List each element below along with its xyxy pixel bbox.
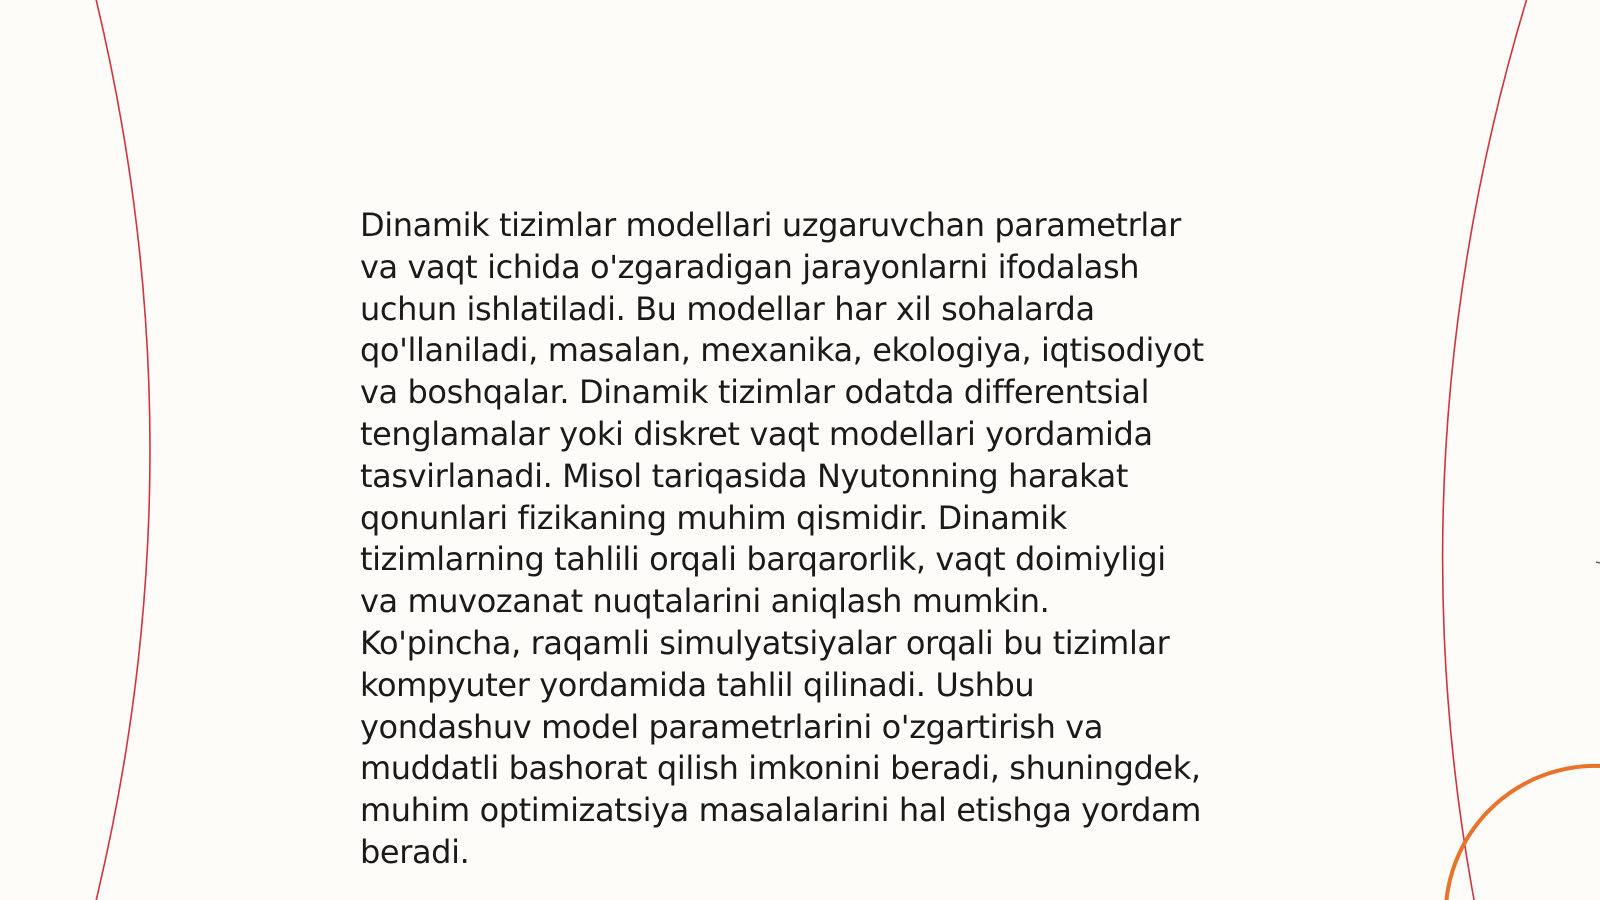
left-curve-line	[95, 0, 150, 900]
text-line: tenglamalar yoki diskret vaqt modellari yordamida	[360, 414, 1153, 453]
text-line: Ko'pincha, raqamli simulyatsiyalar orqali bu tizimlar	[360, 623, 1170, 662]
text-line: muhim optimizatsiya masalalarini hal etishga yordam	[360, 791, 1201, 830]
text-line: va boshqalar. Dinamik tizimlar odatda differentsial	[360, 373, 1150, 412]
text-line: beradi.	[360, 832, 470, 871]
body-paragraph	[360, 205, 1255, 874]
text-line: qonunlari fizikaning muhim qismidir. Dinamik	[360, 498, 1067, 537]
right-edge-tick	[1596, 562, 1600, 563]
right-curve-line	[1443, 0, 1528, 900]
text-line: qo'llaniladi, masalan, mexanika, ekologiya, iqtisodiyot	[360, 331, 1204, 370]
text-line: va muvozanat nuqtalarini aniqlash mumkin.	[360, 582, 1050, 621]
text-line: yondashuv model parametrlarini o'zgartirish va	[360, 707, 1104, 746]
text-line: tizimlarning tahlili orqali barqarorlik, vaqt doimiyligi	[360, 540, 1166, 579]
text-line: kompyuter yordamida tahlil qilinadi. Ushbu	[360, 665, 1035, 704]
text-line: Dinamik tizimlar modellari uzgaruvchan parametrlar	[360, 206, 1181, 244]
text-line: muddatli bashorat qilish imkonini beradi, shuningdek,	[360, 749, 1201, 788]
text-line: tasvirlanadi. Misol tariqasida Nyutonning harakat	[360, 456, 1129, 495]
text-line: va vaqt ichida o'zgaradigan jarayonlarni ifodalash	[360, 247, 1140, 286]
text-line: uchun ishlatiladi. Bu modellar har xil sohalarda	[360, 289, 1095, 328]
orange-arc	[1446, 766, 1600, 900]
